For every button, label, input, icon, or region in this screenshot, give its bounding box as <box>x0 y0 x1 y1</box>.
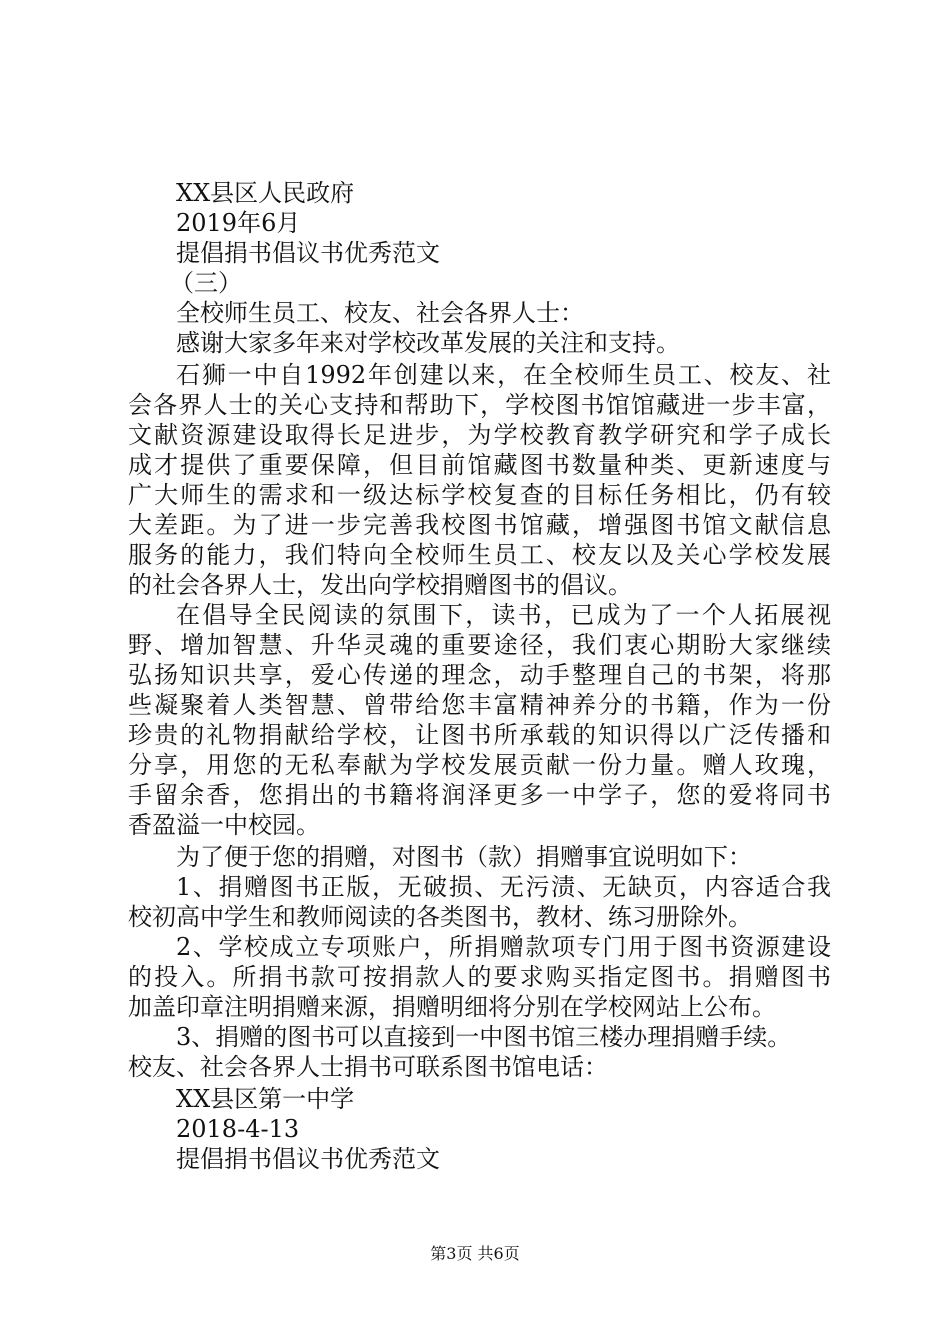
section-title: 提倡捐书倡议书优秀范文 <box>176 239 440 267</box>
paragraph-line: 文献资源建设取得长足进步，为学校教育教学研究和学子成长 <box>128 421 831 449</box>
paragraph-line: 分享，用您的无私奉献为学校发展贡献一份力量。赠人玫瑰， <box>128 751 831 779</box>
paragraph-line: 野、增加智慧、升华灵魂的重要途径，我们衷心期盼大家继续 <box>128 631 831 659</box>
paragraph-line: 大差距。为了进一步完善我校图书馆藏，增强图书馆文献信息 <box>128 511 831 539</box>
paragraph-line: 3、捐赠的图书可以直接到一中图书馆三楼办理捐赠手续。 <box>176 1023 792 1051</box>
school-name: XX县区第一中学 <box>176 1085 355 1113</box>
paragraph-line: 石狮一中自1992年创建以来，在全校师生员工、校友、社 <box>176 361 831 389</box>
paragraph-line: 广大师生的需求和一级达标学校复查的目标任务相比，仍有较 <box>128 481 831 509</box>
page-footer: 第3页 共6页 <box>430 1244 520 1263</box>
paragraph-line: 珍贵的礼物捐献给学校，让图书所承载的知识得以广泛传播和 <box>128 721 831 749</box>
paragraph-line: 的投入。所捐书款可按捐款人的要求购买指定图书。捐赠图书 <box>128 963 831 991</box>
paragraph-line: 服务的能力，我们特向全校师生员工、校友以及关心学校发展 <box>128 541 831 569</box>
paragraph-line: 会各界人士的关心支持和帮助下，学校图书馆馆藏进一步丰富， <box>128 391 831 419</box>
paragraph-line: 校友、社会各界人士捐书可联系图书馆电话： <box>128 1053 608 1081</box>
paragraph-line: 2、学校成立专项账户，所捐赠款项专门用于图书资源建设 <box>176 933 831 961</box>
section-title: 提倡捐书倡议书优秀范文 <box>176 1145 440 1173</box>
section-number: （三） <box>170 269 242 297</box>
paragraph-line: 为了便于您的捐赠，对图书（款）捐赠事宜说明如下： <box>176 843 752 871</box>
paragraph-line: 校初高中学生和教师阅读的各类图书，教材、练习册除外。 <box>128 903 752 931</box>
signature-date: 2018-4-13 <box>176 1115 300 1143</box>
paragraph-line: 在倡导全民阅读的氛围下，读书，已成为了一个人拓展视 <box>176 601 831 629</box>
paragraph-line: 手留余香，您捐出的书籍将润泽更多一中学子，您的爱将同书 <box>128 781 831 809</box>
issuer-name: XX县区人民政府 <box>176 179 355 207</box>
paragraph-line: 成才提供了重要保障，但目前馆藏图书数量种类、更新速度与 <box>128 451 831 479</box>
issue-date: 2019年6月 <box>176 209 301 237</box>
paragraph-line: 1、捐赠图书正版，无破损、无污渍、无缺页，内容适合我 <box>176 873 831 901</box>
paragraph-line: 些凝聚着人类智慧、曾带给您丰富精神养分的书籍，作为一份 <box>128 691 831 719</box>
paragraph-line: 弘扬知识共享，爱心传递的理念，动手整理自己的书架，将那 <box>128 661 831 689</box>
salutation: 全校师生员工、校友、社会各界人士： <box>176 299 584 327</box>
paragraph-line: 感谢大家多年来对学校改革发展的关注和支持。 <box>176 329 680 357</box>
paragraph-line: 加盖印章注明捐赠来源，捐赠明细将分别在学校网站上公布。 <box>128 993 776 1021</box>
paragraph-line: 的社会各界人士，发出向学校捐赠图书的倡议。 <box>128 571 632 599</box>
paragraph-line: 香盈溢一中校园。 <box>128 811 320 839</box>
